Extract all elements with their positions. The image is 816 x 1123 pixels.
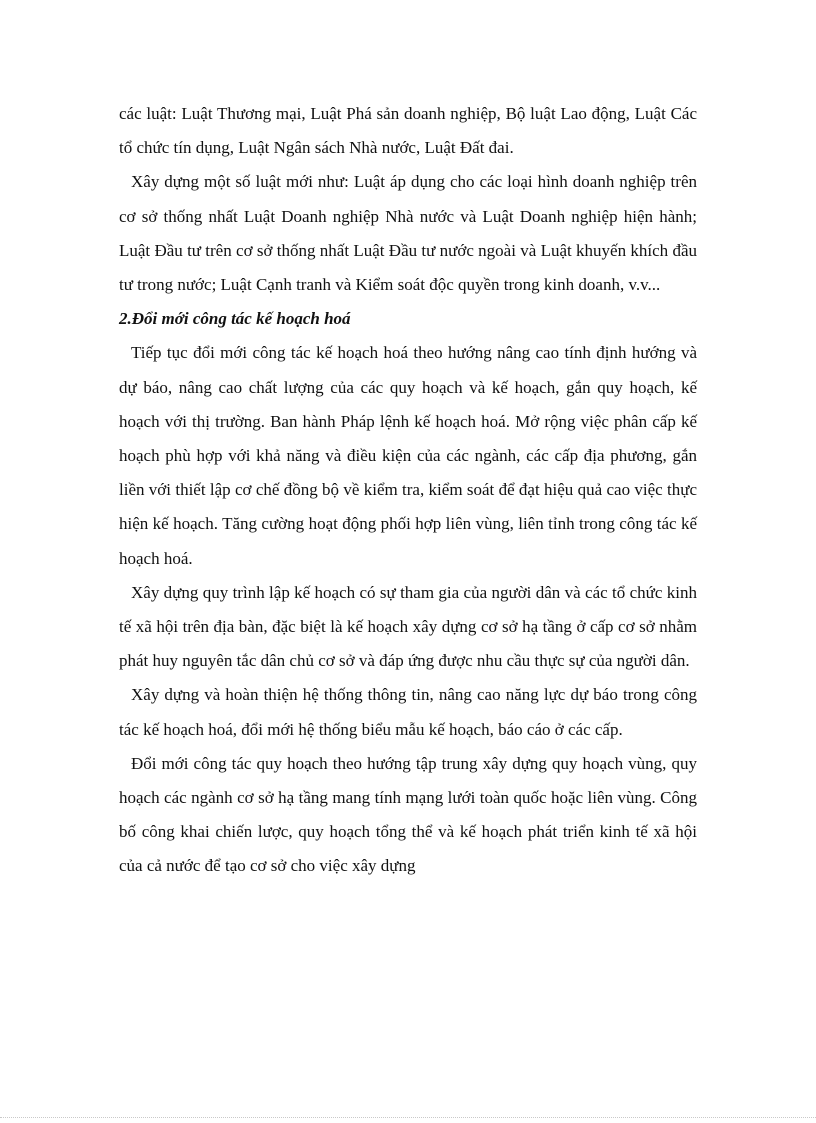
section-heading: 2.Đổi mới công tác kế hoạch hoá — [119, 309, 351, 329]
paragraph-planning-process: Xây dựng quy trình lập kế hoạch có sự tham gia của người dân và các tổ chức kinh tế xã hội trên địa bàn, đặc biệt là kế hoạch xây dựng cơ sở hạ tầng ở cấp cơ sở nhằm phát huy nguyên tắc dân chủ cơ sở và đáp ứng được nhu cầu thực sự của người dân. — [119, 582, 697, 671]
document-page — [119, 97, 697, 884]
paragraph-new-laws: Xây dựng một số luật mới như: Luật áp dụng cho các loại hình doanh nghiệp trên cơ sở thống nhất Luật Doanh nghiệp Nhà nước và Luật Doanh nghiệp hiện hành; Luật Đầu tư trên cơ sở thống nhất Luật Đầu tư nước ngoài và Luật khuyến khích đầu tư trong nước; Luật Cạnh tranh và Kiểm soát độc quyền trong kinh doanh, v.v... — [119, 172, 697, 295]
paragraph-zoning-reform: Đổi mới công tác quy hoạch theo hướng tập trung xây dựng quy hoạch vùng, quy hoạch các ngành cơ sở hạ tầng mang tính mạng lưới toàn quốc hoặc liên vùng. Công bố công khai chiến lược, quy hoạch tổng thể và kế hoạch phát triển kinh tế xã hội của cả nước để tạo cơ sở cho việc xây dựng — [119, 753, 697, 876]
page-bottom-divider — [0, 1117, 816, 1118]
paragraph-laws-list: các luật: Luật Thương mại, Luật Phá sản doanh nghiệp, Bộ luật Lao động, Luật Các tổ chức tín dụng, Luật Ngân sách Nhà nước, Luật Đất đai. — [119, 104, 697, 158]
paragraph-information-system: Xây dựng và hoàn thiện hệ thống thông tin, nâng cao năng lực dự báo trong công tác kế hoạch hoá, đổi mới hệ thống biểu mẫu kế hoạch, báo cáo ở các cấp. — [119, 685, 697, 739]
paragraph-planning-reform: Tiếp tục đổi mới công tác kế hoạch hoá theo hướng nâng cao tính định hướng và dự báo, nâng cao chất lượng của các quy hoạch và kế hoạch, gắn quy hoạch, kế hoạch với thị trường. Ban hành Pháp lệnh kế hoạch hoá. Mở rộng việc phân cấp kế hoạch phù hợp với khả năng và điều kiện của các ngành, các cấp địa phương, gắn liền với thiết lập cơ chế đồng bộ về kiểm tra, kiểm soát để đạt hiệu quả cao việc thực hiện kế hoạch. Tăng cường hoạt động phối hợp liên vùng, liên tỉnh trong công tác kế hoạch hoá. — [119, 343, 697, 568]
